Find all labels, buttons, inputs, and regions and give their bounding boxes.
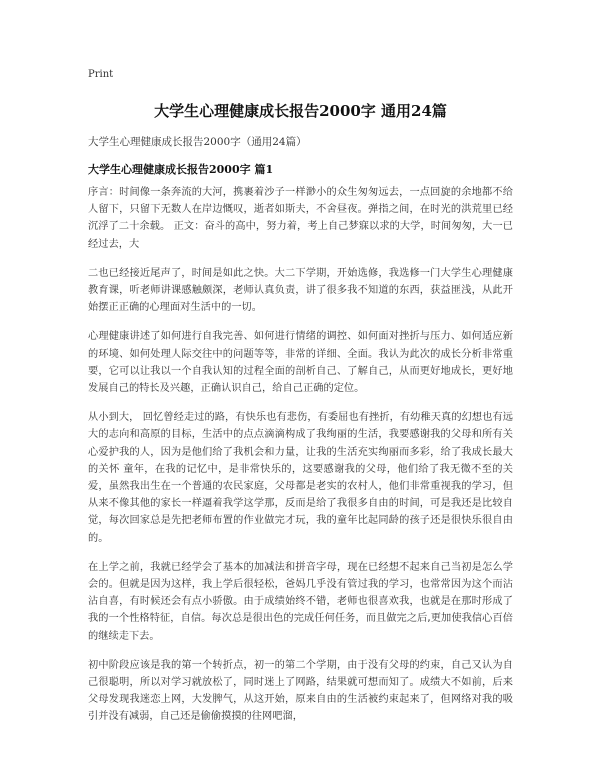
paragraph: 心理健康讲述了如何进行自我完善、如何进行情绪的调控、如何面对挫折与压力、如何适应新的环境、如何处理人际交往中的问题等等，非常的详细、全面。我认为此次的成长分析非常重要，它可以让我以一个自我认知的过程全面的剖析自己、了解自己，从而更好地成长，更好地发展自己的特长及兴趣，正确认识自己，给自己正确的定位。 (88, 331, 513, 395)
document-subtitle: 大学生心理健康成长报告2000字（通用24篇） (88, 136, 307, 148)
paragraph: 在上学之前，我就已经学会了基本的加减法和拼音字母，现在已经想不起来自己当初是怎么学会的。但就是因为这样，我上学后很轻松，爸妈几乎没有管过我的学习，也常常因为这个而沾沾自喜，有时候还会有点小骄傲。由于成绩始终不错，老师也很喜欢我，也就是在那时形成了我的一个性格特征，自信。每次总是很出色的完成任何任务，而且做完之后,更加使我信心百倍的继续走下去。 (88, 561, 513, 642)
document-title: 大学生心理健康成长报告2000字 通用24篇 (154, 102, 447, 120)
paragraph: 二也已经接近尾声了，时间是如此之快。大二下学期，开始选修，我选修一门大学生心理健康教育课，听老师讲课感触颇深，老师认真负责，讲了很多我不知道的东西，获益匪浅，从此开始摆正正确的心理面对生活中的一切。 (88, 267, 513, 314)
section-heading: 大学生心理健康成长报告2000字 篇1 (88, 163, 274, 176)
document-page (88, 68, 513, 738)
paragraph: 初中阶段应该是我的第一个转折点，初一的第二个学期，由于没有父母的约束，自己又认为自己很聪明，所以对学习就放松了，同时迷上了网路，结果就可想而知了。成绩大不如前，后来父母发现我迷恋上网，大发脾气，从这开始，原来自由的生活被约束起来了，但网络对我的吸引并没有减弱，自己还是偷偷摸摸的往网吧溜， (88, 659, 513, 723)
print-link[interactable]: Print (88, 69, 114, 80)
paragraph: 序言：时间像一条奔流的大河，携裹着沙子一样渺小的众生匆匆远去，一点回旋的余地都不给人留下，只留下无数人在岸边慨叹，逝者如斯夫，不舍昼夜。弹指之间，在时光的洪荒里已经沉浮了二十余载。 正文：奋斗的高中，努力着，考上自己梦寐以求的大学，时间匆匆，大一已经过去，大 (88, 187, 513, 250)
paragraph: 从小到大， 回忆曾经走过的路，有快乐也有悲伤，有委屈也有挫折，有幼稚天真的幻想也有远大的志向和高原的目标，生活中的点点滴滴构成了我绚丽的生活，我要感谢我的父母和所有关心爱护我的人，因为是他们给了我机会和力量，让我的生活充实绚丽而多彩，给了我成长最大的关怀 童年，在我的记忆中，是非常快乐的，这要感谢我的父母，他们给了我无微不至的关爱，虽然我出生在一个普通的农民家庭，父母都是老实的农村人，他们非常重视我的学习，但从来不像其他的家长一样逼着我学这学那，反而是给了我很多自由的时间，可是我还是比较自觉，每次回家总是先把老师布置的作业做完才玩，我的童年比起同龄的孩子还是很快乐很自由的。 (88, 412, 513, 544)
